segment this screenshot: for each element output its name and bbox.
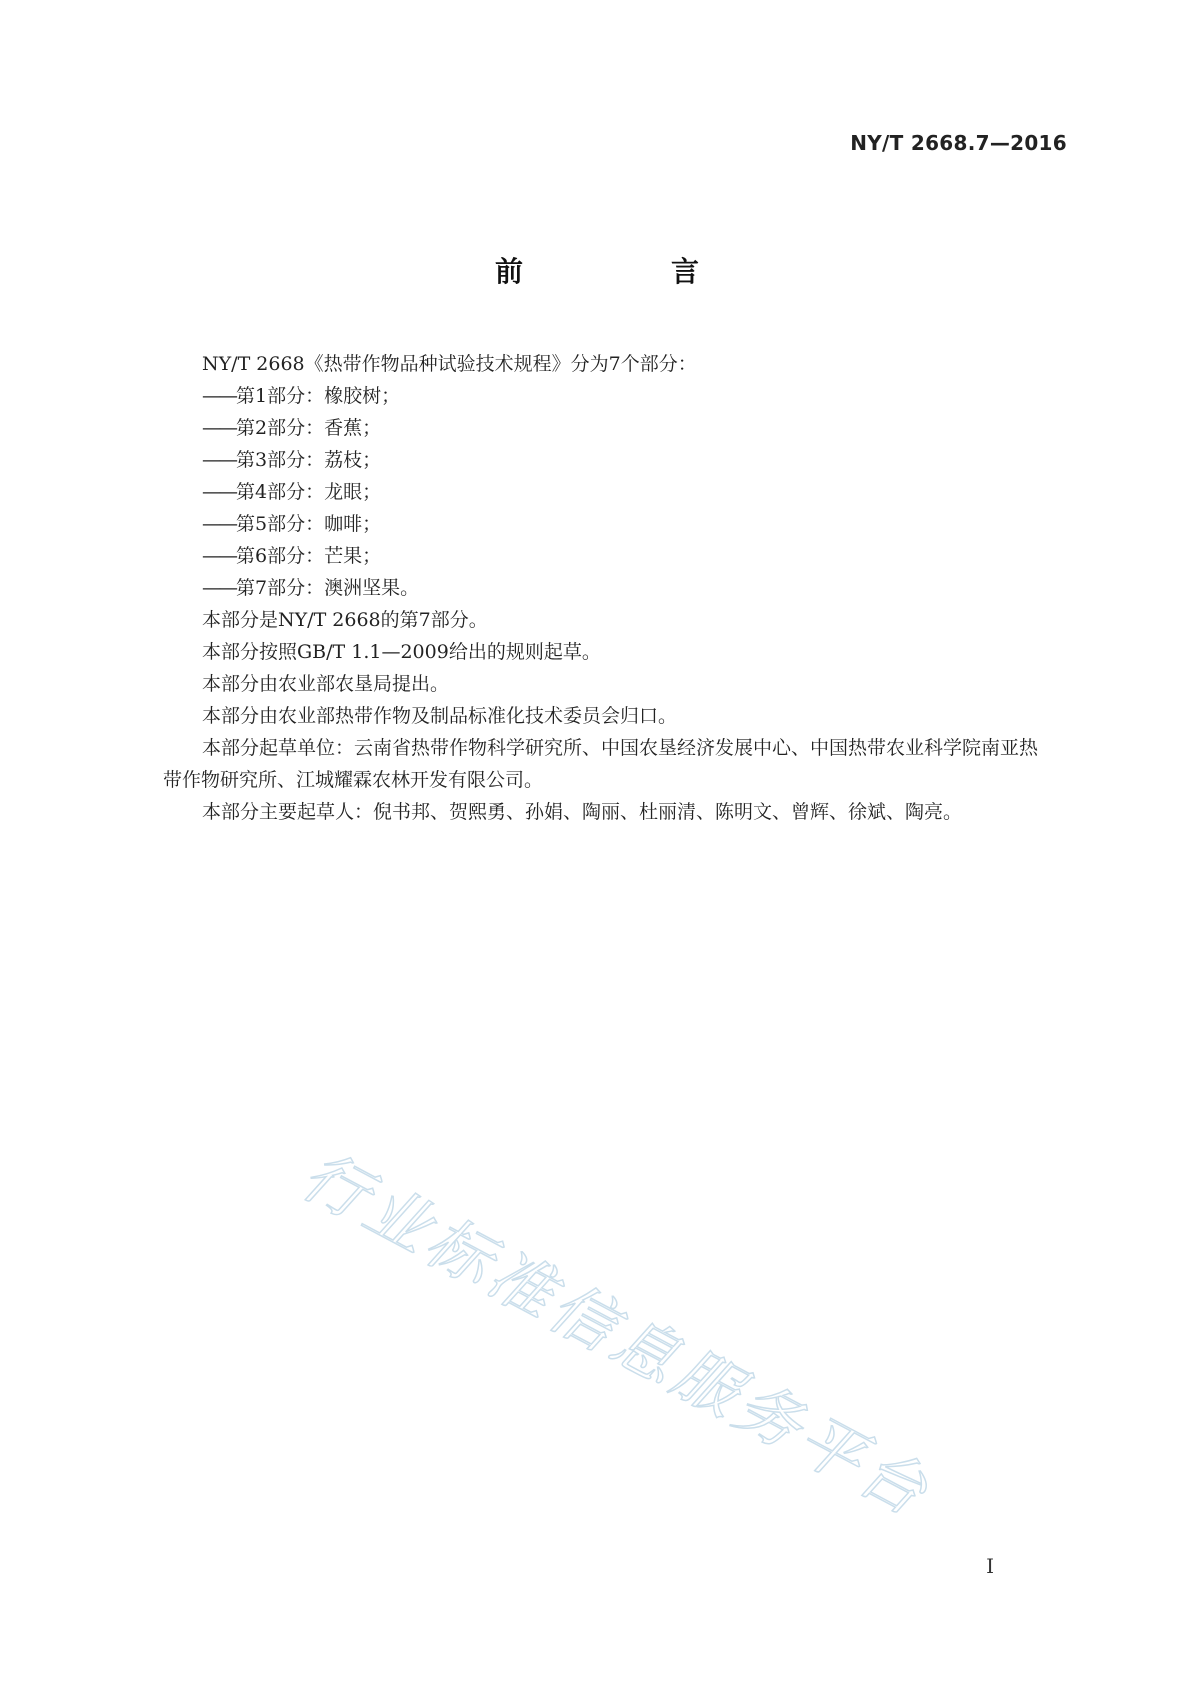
dash-marker: —— [202,481,236,503]
standard-code: NY/T 2668.7—2016 [850,131,1067,155]
dash-marker: —— [202,449,236,471]
list-item [163,444,1053,476]
intro-paragraph: NY/T 2668《热带作物品种试验技术规程》分为7个部分： [202,353,697,375]
dash-marker: —— [202,545,236,567]
dash-marker: —— [202,513,236,535]
part-label: 第3部分：荔枝； [236,449,382,471]
part-label: 第6部分：芒果； [236,545,382,567]
drafting-rules-paragraph: 本部分按照GB/T 1.1—2009给出的规则起草。 [202,641,601,663]
part-label: 第2部分：香蕉； [236,417,382,439]
proposer-paragraph: 本部分由农业部农垦局提出。 [202,673,450,695]
part-label: 第1部分：橡胶树； [236,385,401,407]
list-item [163,412,1053,444]
dash-marker: —— [202,577,236,599]
drafting-units-paragraph: 本部分起草单位：云南省热带作物科学研究所、中国农垦经济发展中心、中国热带农业科学院南亚热带作物研究所、江城耀霖农林开发有限公司。 [163,737,1039,791]
dash-marker: —— [202,385,236,407]
dash-marker: —— [202,417,236,439]
part-label: 第4部分：龙眼； [236,481,382,503]
drafters-paragraph: 本部分主要起草人：倪书邦、贺熙勇、孙娟、陶丽、杜丽清、陈明文、曾辉、徐斌、陶亮。 [202,801,963,823]
list-item [163,476,1053,508]
list-item [163,380,1053,412]
foreword-body [163,348,1053,828]
part-label: 第7部分：澳洲坚果。 [236,577,420,599]
committee-paragraph: 本部分由农业部热带作物及制品标准化技术委员会归口。 [202,705,678,727]
parts-list [163,380,1053,604]
list-item [163,572,1053,604]
part-number-paragraph: 本部分是NY/T 2668的第7部分。 [202,609,488,631]
list-item [163,508,1053,540]
watermark: 行业标准信息服务平台 [289,1138,943,1533]
page-title: 前 言 [494,255,759,288]
page-number: I [986,1554,994,1578]
list-item [163,540,1053,572]
part-label: 第5部分：咖啡； [236,513,382,535]
